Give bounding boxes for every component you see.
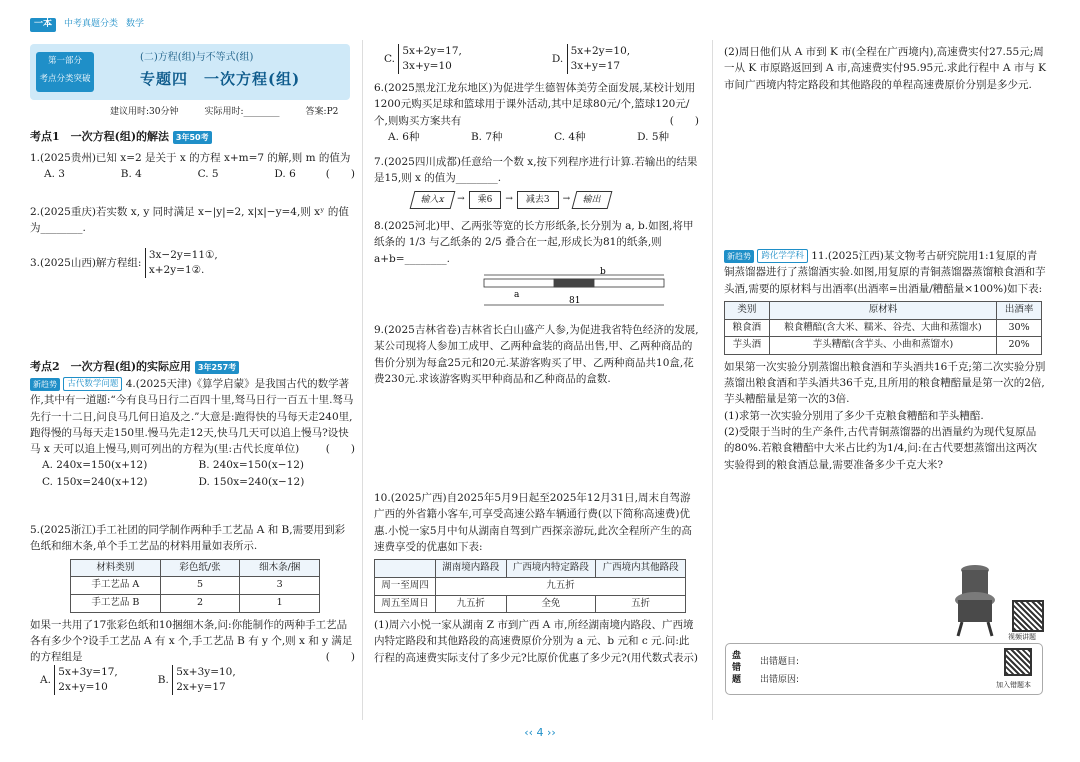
- label-b: b: [600, 266, 606, 277]
- error-box-title: 盘错题: [732, 651, 742, 685]
- toll-discount-table: 湖南境内路段 广西境内特定路段 广西境内其他路段 周一至周四 九五折 周五至周日 九五折 全免 五折: [374, 559, 686, 613]
- program-flowchart: 输入x → 乘6 → 减去3 → 输出: [412, 191, 699, 209]
- top-bar: [30, 18, 144, 32]
- material-table: 材料类别 彩色纸/张 细木条/捆 手工艺品 A 5 3 手工艺品 B 2 1: [70, 559, 320, 613]
- column-divider: [362, 40, 363, 720]
- video-qr-label: 视频讲题: [1008, 633, 1036, 641]
- error-book-qr-code[interactable]: [1004, 648, 1032, 676]
- trend-tag: 新趋势: [724, 250, 754, 263]
- bronze-distiller-image: [950, 560, 1000, 638]
- table-row: 周一至周四 九五折: [375, 577, 686, 595]
- video-qr-code[interactable]: [1012, 600, 1044, 632]
- table-row: 粮食酒 粮食糟醅(含大米、糯米、谷壳、大曲和蒸馏水) 30%: [725, 319, 1042, 337]
- kaodian-tag: 3年50考: [173, 131, 212, 144]
- equation-system: 3x−2y=11①, x+2y=1②.: [145, 248, 218, 278]
- kaodian-1: 考点1 一次方程(组)的解法 3年50考: [30, 128, 212, 145]
- series-label: 中考真题分类: [64, 19, 119, 29]
- table-row: 手工艺品 A 5 3: [71, 577, 320, 595]
- overlap: [554, 279, 594, 287]
- table-row: 手工艺品 B 2 1: [71, 594, 320, 612]
- question-1: 1.(2025贵州)已知 x=2 是关于 x 的方程 x+m=7 的解,则 m 的值为 ( ) A. 3 B. 4 C. 5 D. 6: [30, 152, 355, 181]
- topic-tag: 古代数学问题: [63, 377, 122, 391]
- error-reason-label: 出错原因:: [760, 675, 800, 685]
- label-a: a: [514, 289, 520, 300]
- actual-time: 实际用时:________: [204, 107, 280, 117]
- subject-label: 数学: [126, 19, 145, 29]
- question-5: 5.(2025浙江)手工社团的同学制作两种手工艺品 A 和 B,需要用到彩色纸和细木条,单个手工艺品的材料用量如表所示. 材料类别 彩色纸/张 细木条/捆 手工艺品 A 5 3 手工艺品 B 2 1 如果一共用了17张彩色纸和10捆细木条,问:你能制作的两种手工艺品各有多少个?设手工艺品 A 有 x 个,手工艺品 B 有 y 个,则 x 和 y 满足的方程组是 ( ) A. 5x+3y=17, 2x+y=10 B. 5x+3y=10, 2x+y=17: [30, 524, 355, 694]
- question-6: 6.(2025黑龙江龙东地区)为促进学生德智体美劳全面发展,某校计划用1200元购买足球和篮球用于课外活动,其中足球80元/个,篮球120元/个,则购买方案共有 ( ) A. 6种 B. 7种 C. 4种 D. 5种: [374, 82, 699, 143]
- error-review-box: [725, 643, 1043, 695]
- study-meta: [110, 106, 338, 120]
- page-title: 专题四 一次方程(组): [140, 70, 301, 88]
- label-total: 81: [569, 295, 581, 306]
- part-badge: 第一部分 考点分类突破: [36, 52, 94, 92]
- trend-tag: 新趋势: [30, 378, 60, 391]
- question-3: 3.(2025山西)解方程组: 3x−2y=11①, x+2y=1②.: [30, 249, 218, 276]
- error-question-label: 出错题目:: [760, 657, 800, 667]
- paper-strip-diagram: [474, 267, 674, 311]
- question-9: 9.(2025吉林省卷)吉林省长白山盛产人参,为促进我省特色经济的发展,某公司现将人参加工成甲、乙两种盒装的商品出售,甲、乙两种商品的售价分别为每盒25元和20元.某游客购买了甲、乙两种商品共10盒,花费230元.求该游客购买甲种商品和乙种商品的盒数.: [374, 324, 699, 385]
- brand-logo: 一本: [30, 18, 56, 32]
- question-7: 7.(2025四川成都)任意给一个数 x,按下列程序进行计算.若输出的结果是15,则 x 的值为________. 输入x → 乘6 → 减去3 → 输出: [374, 154, 699, 209]
- kaodian-2: 考点2 一次方程(组)的实际应用 3年257考: [30, 358, 239, 375]
- question-2: 2.(2025重庆)若实数 x, y 同时满足 x−|y|=2, x|x|−y=4,则 xʸ 的值为________.: [30, 206, 349, 235]
- question-4: 新趋势 古代数学问题 4.(2025天津)《算学启蒙》是我国古代的数学著作,其中有一道题:“今有良马日行二百四十里,驽马日行一百五十里.驽马先行一十二日,问良马几何日追及之.”大意是:跑得快的马每天走240里,跑得慢的马每天走150里.慢马先走12天,快马几天可以追上慢马?设快马 x 天可以追上慢马,则可列出的方程为(里:古代长度单位) ( ) A. 240x=150(x+12) B. 240x=150(x−12) C. 150x=240(x+12) D. 150x=240(x−12): [30, 378, 355, 488]
- question-10: 10.(2025广西)自2025年5月9日起至2025年12月31日,周末自驾游广西的外省籍小客车,可享受高速公路车辆通行费(以下简称高速费)优惠.小悦一家5月中旬从湖南自驾到广西探亲游玩,此次全程所产生的高速费享受的优惠如下表: 湖南境内路段 广西境内特定路段 广西境内其他路段 周一至周四 九五折 周五至周日 九五折 全免 五折 (1)周六小悦一家从湖南 Z 市到广西 A 市,所经湖南境内路段、广西境内特定路段和其他路段的高速费原价分别为 a 元、b 元和 c 元.问:此行程的高速费实际支付了多少元?比原价优惠了多少元?(用代数式表示): [374, 492, 698, 664]
- error-book-label: 加入错题本: [996, 681, 1031, 689]
- column-divider: [712, 40, 713, 720]
- question-5-options-cd: C. 5x+2y=17, 3x+y=10 D. 5x+2y=10, 3x+y=17: [384, 45, 631, 72]
- table-row: 芋头酒 芋头糟醅(含芋头、小曲和蒸馏水) 20%: [725, 337, 1042, 355]
- topic-tag: 跨化学学科: [757, 249, 808, 263]
- answer-ref: 答案:P2: [305, 107, 339, 117]
- kaodian-tag: 3年257考: [195, 361, 239, 374]
- suggested-time: 建议用时:30分钟: [110, 107, 179, 117]
- question-8: 8.(2025河北)甲、乙两张等宽的长方形纸条,长分别为 a, b.如图,将甲纸条的 1/3 与乙纸条的 2/5 叠合在一起,形成长为81的纸条,则 a+b=________. b a 81: [374, 218, 699, 316]
- question-11: 新趋势 跨化学学科 11.(2025江西)某文物考古研究院用1:1复原的青铜蒸馏器进行了蒸馏酒实验.如图,用复原的青铜蒸馏器蒸馏粮食酒和芋头酒,需要的原材料与出酒率(出酒率=出酒量/糟醅量×100%)如下表: 类别 原材料 出酒率 粮食酒 粮食糟醅(含大米、糯米、谷壳、大曲和蒸馏水) 30% 芋头酒 芋头糟醅(含芋头、小曲和蒸馏水) 20% 如果第一次实验分别蒸馏出粮食酒和芋头酒共16千克;第二次实验分别蒸馏出粮食酒和芋头酒共36千克,且所用的粮食糟醅量是第一次的2倍,芋头糟醅量是第一次的3倍. (1)求第一次实验分别用了多少千克粮食糟醅和芋头糟醅. (2)受限于当时的生产条件,古代青铜蒸馏器的出酒量约为现代复原品的80%.若粮食糟醅中大米占比约为1/4,问:在古代要想蒸馏出这两次实验得到的粮食酒总量,需要准备多少千克大米?: [724, 250, 1046, 471]
- chapter-subtitle: (二)方程(组)与不等式(组): [140, 52, 254, 63]
- wine-table: 类别 原材料 出酒率 粮食酒 粮食糟醅(含大米、糯米、谷壳、大曲和蒸馏水) 30% 芋头酒 芋头糟醅(含芋头、小曲和蒸馏水) 20%: [724, 301, 1042, 355]
- question-10-part2: (2)周日他们从 A 市到 K 市(全程在广西境内),高速费实付27.55元;周一从 K 市原路返回到 A 市,高速费实付95.95元.求此行程中 A 市与 K 市间广西境内特定路段和其他路段的单程高速费原价分别是多少元.: [724, 46, 1046, 91]
- table-row: 周五至周日 九五折 全免 五折: [375, 595, 686, 613]
- chapter-header: [30, 44, 350, 100]
- page-number: ‹‹ 4 ››: [524, 726, 556, 739]
